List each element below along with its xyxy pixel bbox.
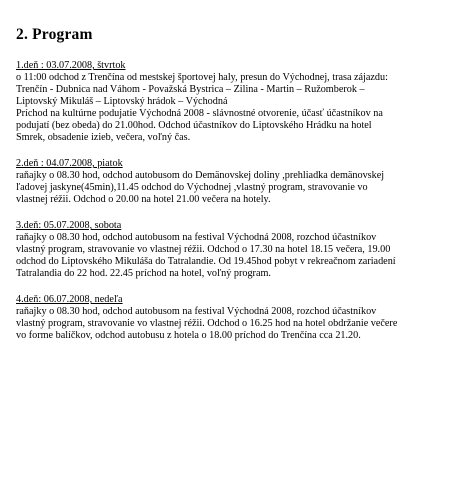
day-1-line-1: o 11:00 odchod z Trenčína od mestskej športovej haly, presun do Východnej, trasa zájazdu: bbox=[16, 72, 388, 83]
day-3-title: 3.deň: 05.07.2008, sobota bbox=[16, 220, 122, 231]
day-2-line-3: vlastnej réžii. Odchod o 20.00 na hotel 21.00 večera na hotely. bbox=[16, 194, 271, 205]
day-3-line-4: Tatralandia do 22 hod. 22.45 príchod na hotel, voľný program. bbox=[16, 268, 271, 279]
day-1-line-2: Trenčín - Dubnica nad Váhom - Považská Bystrica – Zilina - Martin – Ružomberok – bbox=[16, 84, 365, 95]
day-2-title: 2.deň : 04.07.2008, piatok bbox=[16, 158, 123, 169]
day-4-line-2: vlastný program, stravovanie vo vlastnej réžii. Odchod o 16.25 hod na hotel obdržanie večere bbox=[16, 318, 398, 329]
day-2-section bbox=[16, 158, 448, 206]
day-1-section bbox=[16, 60, 448, 144]
day-4-title: 4.deň: 06.07.2008, nedeľa bbox=[16, 294, 123, 305]
day-2-line-1: raňajky o 08.30 hod, odchod autobusom do Demänovskej doliny ,prehliadka demänovskej bbox=[16, 170, 385, 181]
day-1-line-3: Liptovský Mikuláš – Liptovský hrádok – Východná bbox=[16, 96, 228, 107]
day-3-section bbox=[16, 220, 448, 280]
day-4-section bbox=[16, 294, 448, 342]
day-2-line-2: ľadovej jaskyne(45min),11.45 odchod do Východnej ,vlastný program, stravovanie vo bbox=[16, 182, 368, 193]
section-heading: 2. Program bbox=[16, 26, 93, 43]
day-1-title: 1.deň : 03.07.2008, štvrtok bbox=[16, 60, 126, 71]
day-1-line-4: Príchod na kultúrne podujatie Východná 2008 - slávnostné otvorenie, účasť účastníkov na bbox=[16, 108, 383, 119]
day-4-line-1: raňajky o 08.30 hod, odchod autobusom na festival Východná 2008, rozchod účastníkov bbox=[16, 306, 377, 317]
day-3-line-3: odchod do Liptovského Mikuláša do Tatralandie. Od 19.45hod pobyt v rekreačnom zariadení bbox=[16, 256, 396, 267]
day-4-line-3: vo forme balíčkov, odchod autobusu z hotela o 18.00 príchod do Trenčína cca 21.20. bbox=[16, 330, 361, 341]
document-page bbox=[16, 26, 448, 356]
day-1-line-5: podujatí (bez obeda) do 21.00hod. Odchod účastníkov do Liptovského Hrádku na hotel bbox=[16, 120, 372, 131]
day-1-line-6: Smrek, obsadenie izieb, večera, voľný čas. bbox=[16, 132, 191, 143]
day-3-line-1: raňajky o 08.30 hod, odchod autobusom na festival Východná 2008, rozchod účastníkov bbox=[16, 232, 377, 243]
day-3-line-2: vlastný program, stravovanie vo vlastnej réžii. Odchod o 17.30 na hotel 18.15 večera, 19.00 bbox=[16, 244, 391, 255]
